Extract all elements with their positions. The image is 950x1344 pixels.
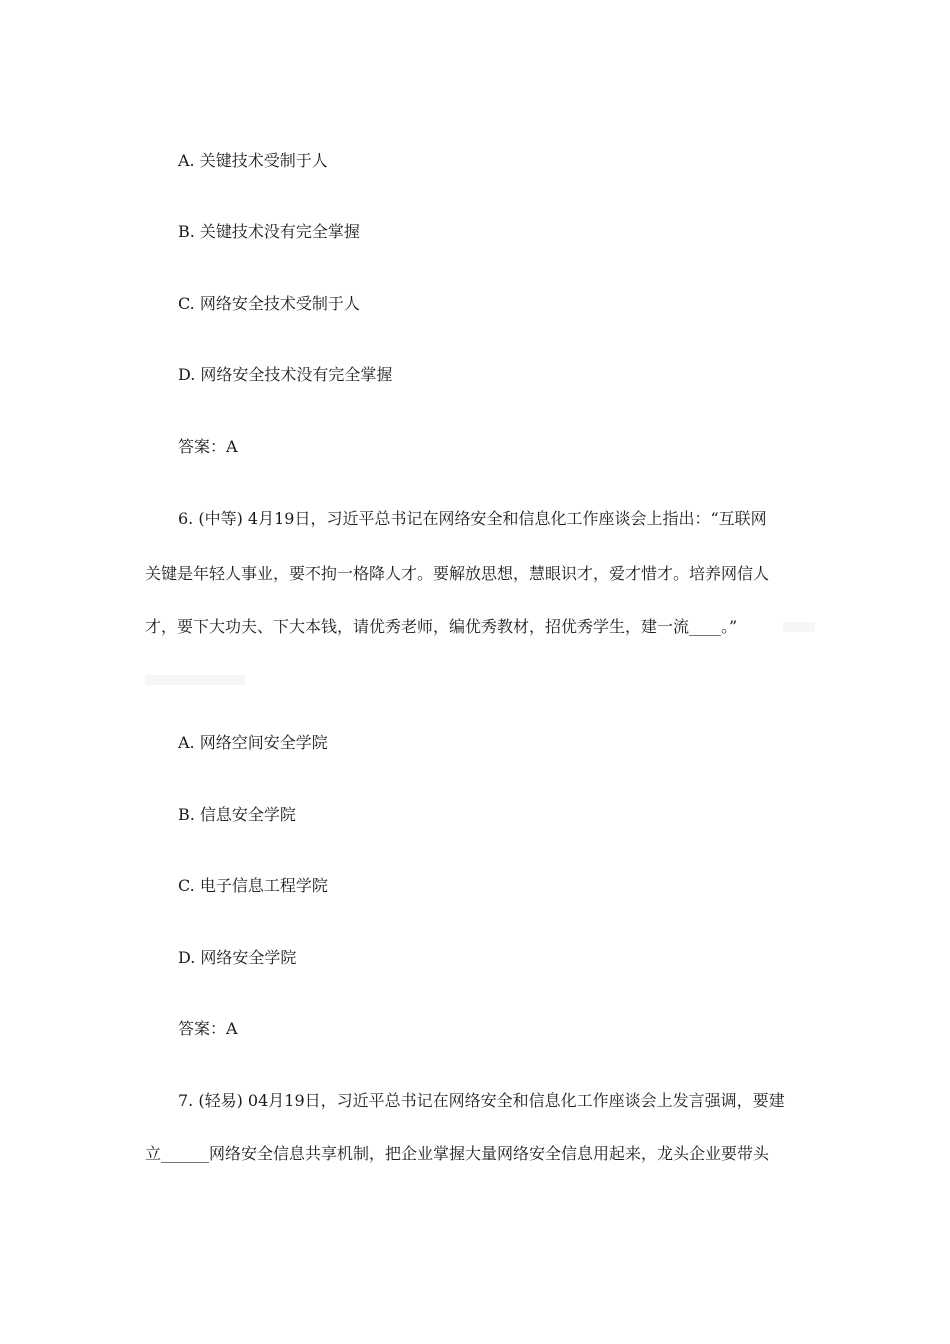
faint-watermark-fragment-2 (145, 675, 245, 685)
q5-answer: 答案：A (178, 437, 238, 456)
q6-option-a: A. 网络空间安全学院 (178, 733, 328, 752)
q6-option-c: C. 电子信息工程学院 (178, 876, 328, 895)
q6-option-b: B. 信息安全学院 (178, 805, 296, 824)
faint-watermark-fragment (783, 622, 815, 632)
q5-option-c: C. 网络安全技术受制于人 (178, 294, 360, 313)
q6-stem-line-1: 6. (中等) 4月19日，习近平总书记在网络安全和信息化工作座谈会上指出：“互联网 (178, 509, 767, 528)
q7-stem-line-1: 7. (轻易) 04月19日，习近平总书记在网络安全和信息化工作座谈会上发言强调，要建 (178, 1091, 785, 1110)
q6-stem-line-2: 关键是年轻人事业，要不拘一格降人才。要解放思想，慧眼识才，爱才惜才。培养网信人 (145, 564, 770, 583)
q5-option-d: D. 网络安全技术没有完全掌握 (178, 365, 393, 384)
q6-answer: 答案：A (178, 1019, 238, 1038)
q5-option-b: B. 关键技术没有完全掌握 (178, 222, 360, 241)
q7-stem-line-2: 立______网络安全信息共享机制，把企业掌握大量网络安全信息用起来，龙头企业要带头 (145, 1144, 770, 1163)
q5-option-a: A. 关键技术受制于人 (178, 151, 328, 170)
q6-stem-line-3: 才，要下大功夫、下大本钱，请优秀老师，编优秀教材，招优秀学生，建一流____。” (145, 617, 738, 636)
q6-option-d: D. 网络安全学院 (178, 948, 297, 967)
